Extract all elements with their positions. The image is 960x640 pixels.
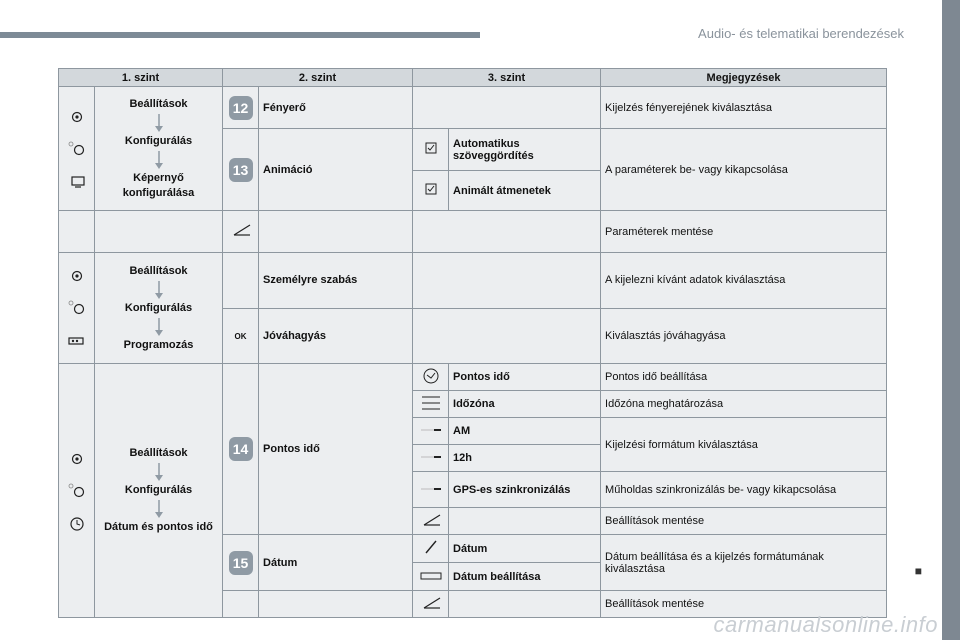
level1-path [95,87,223,211]
column-header: 3. szint [413,69,601,87]
toggle-icon [420,485,442,493]
number-badge: 13 [229,158,253,182]
level3-cell: GPS-es szinkronizálás [449,472,601,508]
note-cell: Kiválasztás jóváhagyása [601,308,887,364]
configuration-icon [66,299,88,317]
path-step: Beállítások [129,447,188,459]
level3-cell: Időzóna [449,391,601,418]
section-end-mark: ■ [914,564,922,578]
number-badge: 14 [229,437,253,461]
arrow-down-icon [154,500,164,518]
path-step: Beállítások [129,97,188,110]
header-bar [0,32,480,38]
level3-cell [449,508,601,535]
pencil-icon [423,539,439,555]
path-step: Programozás [123,338,194,351]
save-arrow-icon [420,596,442,610]
watermark: carmanualsonline.info [713,612,938,637]
note-cell: Dátum beállítása és a kijelzés formátumának kiválasztása [601,535,887,591]
toggle-icon [420,453,442,461]
level3-cell [413,211,601,253]
level1-icons [59,364,95,618]
clock-icon [422,367,440,385]
path-step: Konfigurálás [124,484,193,496]
path-step: Képernyő konfigurálása [122,171,195,199]
level3-cell [449,591,601,618]
level2-cell: Animáció [259,129,413,211]
level3-cell [413,87,601,129]
configuration-icon [66,140,88,158]
number-badge: 15 [229,551,253,575]
level3-cell: Pontos idő [449,364,601,391]
note-cell: Kijelzési formátum kiválasztása [601,418,887,472]
note-cell: Műholdas szinkronizálás be- vagy kikapcsolása [601,472,887,508]
arrow-down-icon [154,318,164,336]
level3-cell: Automatikus szöveggördítés [449,129,601,171]
level2-cell: Pontos idő [259,364,413,535]
level3-cell: 12h [449,445,601,472]
screen-icon [66,172,88,190]
note-cell: Kijelzés fényerejének kiválasztása [601,87,887,129]
level2-cell: Személyre szabás [259,253,413,309]
level1-path [95,253,223,364]
note-cell: Beállítások mentése [601,508,887,535]
arrow-down-icon [154,463,164,481]
table-header-row [59,69,887,87]
list-icon [421,395,441,411]
ok-icon: OK [234,331,247,341]
path-step: Konfigurálás [124,134,193,147]
level3-cell: Animált átmenetek [449,171,601,211]
level2-cell: Jóváhagyás [259,308,413,364]
settings-icon [66,108,88,126]
level2-cell: Dátum [259,535,413,591]
level3-cell: Dátum [449,535,601,563]
programming-icon [66,331,88,349]
side-strip [942,0,960,640]
column-header: 2. szint [223,69,413,87]
settings-icon [66,450,88,468]
save-arrow-icon [420,513,442,527]
path-step: Konfigurálás [124,301,193,314]
level1-icons [59,87,95,211]
note-cell: A paraméterek be- vagy kikapcsolása [601,129,887,211]
level1-path [95,364,223,618]
arrow-down-icon [154,151,164,169]
level2-cell: Fényerő [259,87,413,129]
calendar-bar-icon [420,572,442,580]
note-cell: Beállítások mentése [601,591,887,618]
column-header: 1. szint [59,69,223,87]
settings-table [58,68,887,618]
note-cell: Pontos idő beállítása [601,364,887,391]
save-arrow-icon [230,223,252,237]
column-header: Megjegyzések [601,69,887,87]
level3-cell: AM [449,418,601,445]
toggle-icon [420,426,442,434]
settings-icon [66,267,88,285]
checkbox-icon [425,183,437,195]
level3-cell: Dátum beállítása [449,563,601,591]
arrow-down-icon [154,281,164,299]
page-header-title: Audio- és telematikai berendezések [698,26,904,41]
arrow-down-icon [154,114,164,132]
number-badge: 12 [229,96,253,120]
configuration-icon [66,482,88,500]
note-cell: Időzóna meghatározása [601,391,887,418]
level1-icons [59,253,95,364]
path-step: Dátum és pontos idő [104,521,213,533]
note-cell: A kijelezni kívánt adatok kiválasztása [601,253,887,309]
note-cell: Paraméterek mentése [601,211,887,253]
clock-icon [66,514,88,532]
path-step: Beállítások [129,264,188,277]
checkbox-icon [425,142,437,154]
